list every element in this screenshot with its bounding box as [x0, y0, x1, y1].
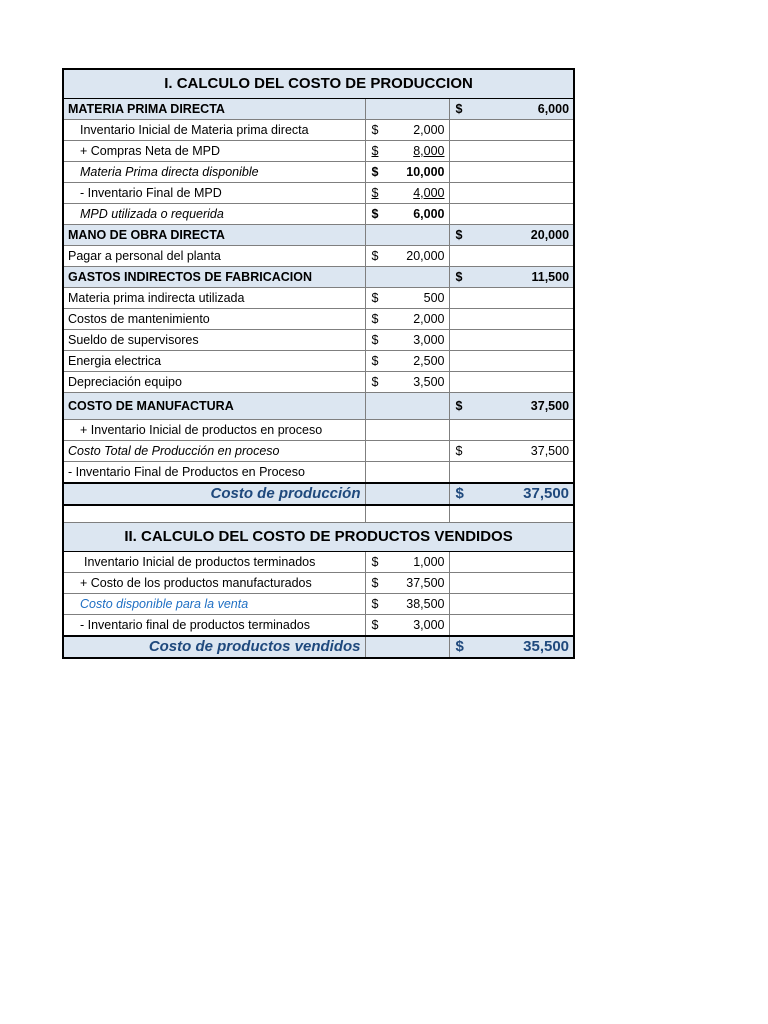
row-label: GASTOS INDIRECTOS DE FABRICACION [63, 267, 365, 288]
amount: 500 [423, 291, 445, 305]
dollar-sign: $ [371, 555, 379, 569]
dollar-sign: $ [455, 399, 463, 413]
table-row [63, 120, 574, 141]
section2-title-row [63, 523, 574, 552]
dollar-sign: $ [371, 354, 379, 368]
spacer-row [63, 505, 574, 523]
table-row [63, 162, 574, 183]
amount: 10,000 [406, 165, 445, 179]
dollar-sign: $ [371, 165, 379, 179]
amount: 3,000 [413, 333, 445, 347]
dollar-sign: $ [371, 312, 379, 326]
table-row [63, 462, 574, 484]
dollar-sign: $ [371, 207, 379, 221]
cost-sheet [62, 68, 573, 659]
amount: 20,000 [530, 228, 570, 242]
amount: 37,500 [530, 399, 570, 413]
total-label: Costo de productos vendidos [63, 636, 365, 658]
row-label: Costo disponible para la venta [63, 594, 365, 615]
row-label: Materia prima indirecta utilizada [63, 288, 365, 309]
table-row [63, 267, 574, 288]
amount: 11,500 [531, 270, 570, 284]
table-row [63, 615, 574, 637]
amount: 38,500 [406, 597, 445, 611]
amount: 2,500 [413, 354, 445, 368]
section2-title: II. CALCULO DEL COSTO DE PRODUCTOS VENDIDOS [63, 523, 574, 552]
table-row [63, 309, 574, 330]
row-label: Sueldo de supervisores [63, 330, 365, 351]
dollar-sign: $ [455, 102, 463, 116]
amount: 37,500 [523, 485, 570, 502]
table-row [63, 393, 574, 420]
table-row [63, 441, 574, 462]
amount: 35,500 [523, 638, 570, 655]
table-row [63, 372, 574, 393]
amount: 20,000 [406, 249, 445, 263]
dollar-sign: $ [371, 597, 379, 611]
dollar-sign: $ [371, 375, 379, 389]
row-label: - Inventario Final de MPD [63, 183, 365, 204]
amount: 2,000 [413, 123, 445, 137]
dollar-sign: $ [455, 485, 464, 502]
table-row [63, 141, 574, 162]
dollar-sign: $ [371, 249, 379, 263]
amount: 6,000 [413, 207, 445, 221]
amount: 6,000 [537, 102, 570, 116]
amount: 3,500 [413, 375, 445, 389]
row-label: Pagar a personal del planta [63, 246, 365, 267]
amount: 2,000 [413, 312, 445, 326]
amount: 8,000 [413, 144, 445, 158]
table-row [63, 552, 574, 573]
dollar-sign: $ [371, 123, 379, 137]
row-label: COSTO DE MANUFACTURA [63, 393, 365, 420]
row-label: Costo Total de Producción en proceso [63, 441, 365, 462]
dollar-sign: $ [371, 333, 379, 347]
row-label: + Compras Neta de MPD [63, 141, 365, 162]
table-row [63, 351, 574, 372]
dollar-sign: $ [455, 444, 463, 458]
dollar-sign: $ [455, 270, 463, 284]
row-label: MANO DE OBRA DIRECTA [63, 225, 365, 246]
table-row [63, 594, 574, 615]
total-row [63, 483, 574, 505]
amount: 37,500 [530, 444, 570, 458]
amount: 4,000 [413, 186, 445, 200]
total-label: Costo de producción [63, 483, 365, 505]
amount: 37,500 [406, 576, 445, 590]
row-label: Costos de mantenimiento [63, 309, 365, 330]
row-label: MATERIA PRIMA DIRECTA [63, 99, 365, 120]
table-row [63, 183, 574, 204]
row-label: - Inventario Final de Productos en Proceso [63, 462, 365, 484]
dollar-sign: $ [455, 228, 463, 242]
dollar-sign: $ [371, 144, 379, 158]
table-row [63, 573, 574, 594]
row-label: - Inventario final de productos terminados [63, 615, 365, 637]
dollar-sign: $ [455, 638, 464, 655]
table-row [63, 288, 574, 309]
dollar-sign: $ [371, 576, 379, 590]
row-label: Energia electrica [63, 351, 365, 372]
row-label: MPD utilizada o requerida [63, 204, 365, 225]
amount: 1,000 [413, 555, 445, 569]
row-label: Inventario Inicial de productos terminados [63, 552, 365, 573]
dollar-sign: $ [371, 618, 379, 632]
row-label: + Inventario Inicial de productos en proceso [63, 420, 365, 441]
table-row [63, 420, 574, 441]
table-row [63, 99, 574, 120]
table-row [63, 246, 574, 267]
table-row [63, 225, 574, 246]
section1-title-row [63, 69, 574, 99]
row-label: + Costo de los productos manufacturados [63, 573, 365, 594]
amount: 3,000 [413, 618, 445, 632]
table-row [63, 330, 574, 351]
row-label: Inventario Inicial de Materia prima directa [63, 120, 365, 141]
dollar-sign: $ [371, 186, 379, 200]
total-row [63, 636, 574, 658]
cost-table [62, 68, 575, 659]
row-label: Depreciación equipo [63, 372, 365, 393]
dollar-sign: $ [371, 291, 379, 305]
section1-title: I. CALCULO DEL COSTO DE PRODUCCION [63, 69, 574, 99]
table-row [63, 204, 574, 225]
row-label: Materia Prima directa disponible [63, 162, 365, 183]
